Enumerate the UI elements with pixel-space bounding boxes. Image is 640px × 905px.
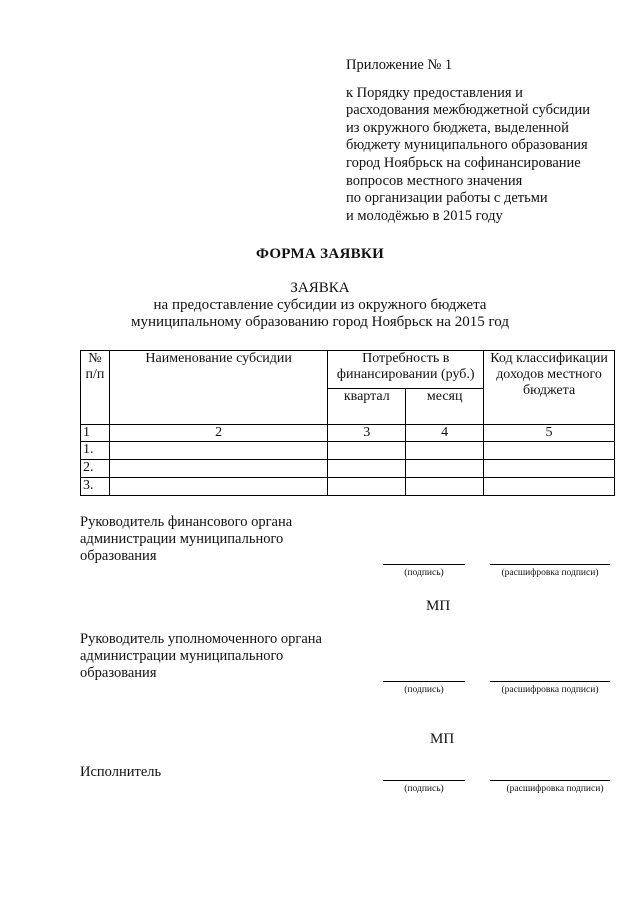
signature-line [383,564,465,565]
appendix-line: вопросов местного значения [346,172,523,189]
row-quarter [328,478,406,496]
row-month [406,442,484,460]
signature-decode-line [490,681,610,682]
row-month [406,478,484,496]
subsidy-table [80,350,615,496]
signature-line [383,681,465,682]
index-cell: 5 [484,425,615,442]
row-code [484,442,615,460]
header-code: Код классификации доходов местного бюджета [484,351,615,425]
table-index-row [81,425,615,442]
signature-caption: (подпись) [404,568,444,578]
header-name: Наименование субсидии [109,351,327,425]
signer-label-line: администрации муниципального [80,648,284,664]
appendix-line: расходования межбюджетной субсидии [346,102,591,119]
row-month [406,460,484,478]
signature-decode-caption: (расшифровка подписи) [506,784,604,794]
appendix-line: и молодёжью в 2015 году [346,207,503,224]
signer-finance-label [80,514,292,565]
request-line-2: муниципальному образованию город Ноябрьск на 2015 год [131,314,509,330]
signer-label-line: администрации муниципального [80,531,284,547]
table-header-row [81,351,615,389]
appendix-line: к Порядку предоставления и [346,84,523,101]
header-num: № п/п [81,351,110,425]
request-title [0,280,640,331]
index-cell: 1 [81,425,110,442]
signer-label-line: образования [80,665,157,681]
signature-caption: (подпись) [404,784,444,794]
request-heading: ЗАЯВКА [290,280,350,296]
appendix-block [346,57,636,225]
appendix-title: Приложение № 1 [346,57,453,73]
row-quarter [328,442,406,460]
appendix-line: из окружного бюджета, выделенной [346,119,569,136]
index-cell: 3 [328,425,406,442]
signature-decode-line [490,780,610,781]
signature-caption: (подпись) [404,685,444,695]
row-num: 1. [81,442,110,460]
form-title: ФОРМА ЗАЯВКИ [255,246,385,262]
signer-label-line: Руководитель уполномоченного органа [80,631,322,647]
stamp-place: МП [426,598,451,614]
signer-label-line: Исполнитель [80,764,162,780]
appendix-line: по организации работы с детьми [346,190,548,207]
signer-executor-label [80,764,161,781]
row-quarter [328,460,406,478]
row-name [109,460,327,478]
signer-label-line: образования [80,548,157,564]
appendix-line: бюджету муниципального образования [346,137,588,154]
row-num: 2. [81,460,110,478]
signature-decode-caption: (расшифровка подписи) [501,685,599,695]
header-need: Потребность в финансировании (руб.) [328,351,484,389]
signature-decode-caption: (расшифровка подписи) [501,568,599,578]
index-cell: 2 [109,425,327,442]
stamp-place: МП [430,731,455,747]
row-code [484,478,615,496]
table-row [81,478,615,496]
row-num: 3. [81,478,110,496]
index-cell: 4 [406,425,484,442]
row-name [109,442,327,460]
header-month: месяц [406,389,484,425]
table-row [81,460,615,478]
signature-line [383,780,465,781]
signer-label-line: Руководитель финансового органа [80,514,293,530]
request-line-1: на предоставление субсидии из окружного бюджета [153,297,487,313]
header-quarter: квартал [328,389,406,425]
row-code [484,460,615,478]
row-name [109,478,327,496]
appendix-line: город Ноябрьск на софинансирование [346,154,581,171]
signer-authorized-label [80,631,322,682]
table-row [81,442,615,460]
signature-decode-line [490,564,610,565]
